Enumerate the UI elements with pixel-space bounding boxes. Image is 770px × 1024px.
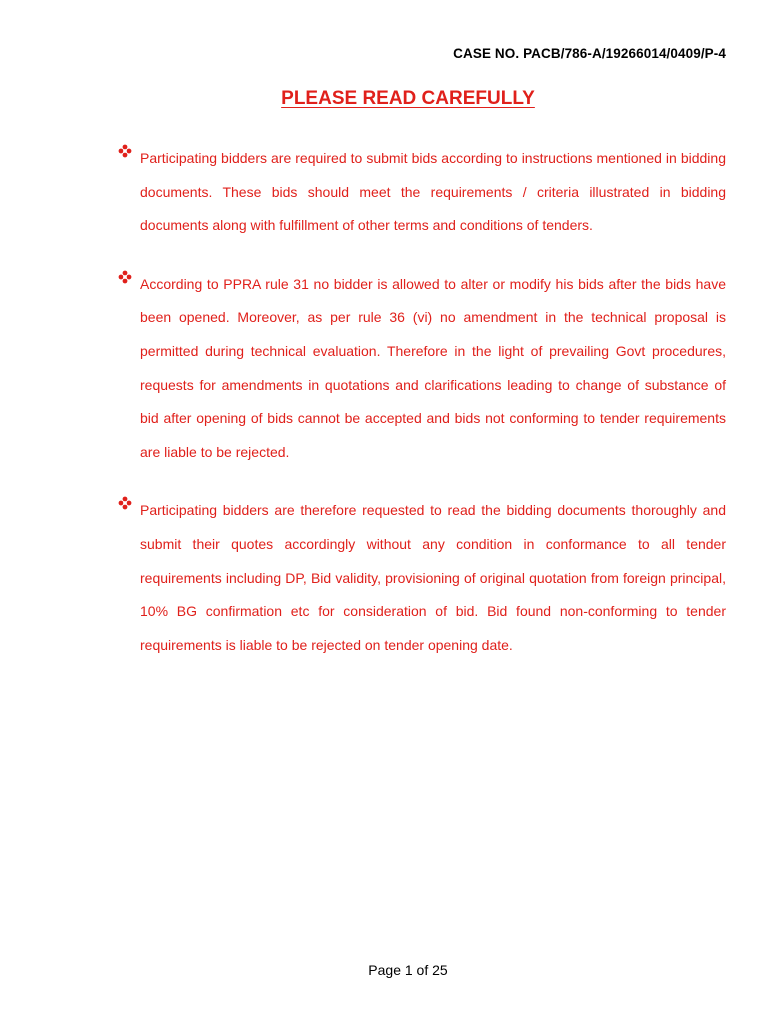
list-item-text: According to PPRA rule 31 no bidder is allowed to alter or modify his bids after the bids have been opened. Moreover, as per rule 36 (vi) no amendment in the technical proposal is permitted during technical evaluation. Therefore in the light of prevailing Govt procedures, requests for amendments in quotations and clarifications leading to change of substance of bid after opening of bids cannot be accepted and bids not conforming to tender requirements are liable to be rejected.	[140, 275, 726, 460]
instruction-list	[118, 150, 726, 695]
diamond-bullet-icon	[118, 496, 132, 510]
list-item	[118, 494, 726, 662]
diamond-bullet-icon	[118, 144, 132, 158]
list-item	[118, 142, 726, 243]
page-number: Page 1 of 25	[368, 962, 448, 978]
case-number: CASE NO. PACB/786-A/19266014/0409/P-4	[453, 46, 726, 61]
list-item-text: Participating bidders are therefore requested to read the bidding documents thoroughly and submit their quotes accordingly without any condition in conformance to all tender requirements including DP, Bid validity, provisioning of original quotation from foreign principal, 10% BG confirmation etc for consideration of bid. Bid found non-conforming to tender requirements is liable to be rejected on tender opening date.	[140, 502, 726, 653]
diamond-bullet-icon	[118, 270, 132, 284]
list-item	[118, 268, 726, 470]
page-title: PLEASE READ CAREFULLY	[281, 88, 535, 109]
list-item-text: Participating bidders are required to submit bids according to instructions mentioned in bidding documents. These bids should meet the requirements / criteria illustrated in bidding documents along with fulfillment of other terms and conditions of tenders.	[140, 150, 726, 234]
